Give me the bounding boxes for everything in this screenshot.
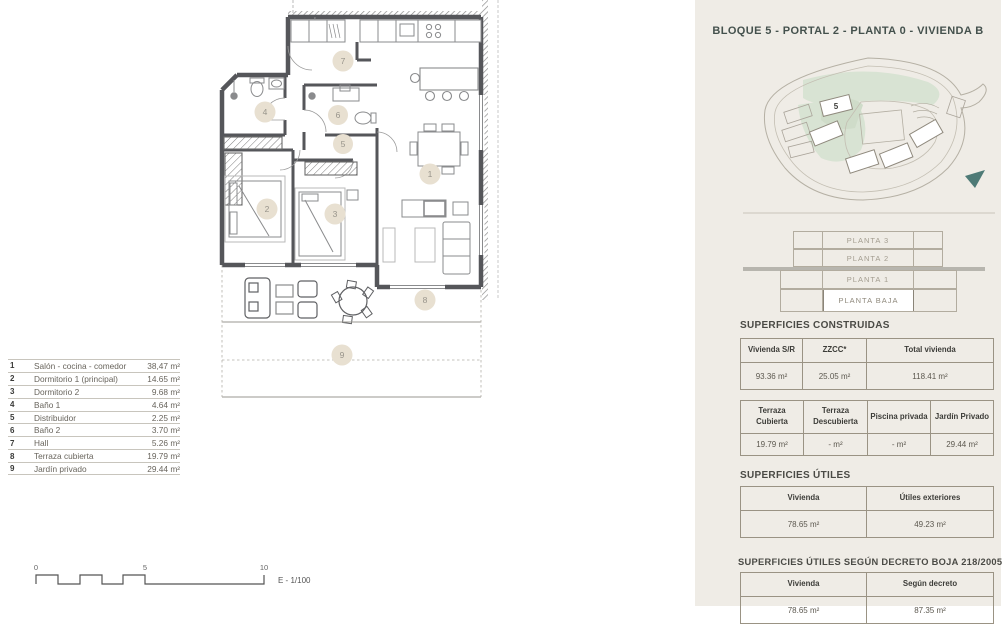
construidas-table-2 — [740, 400, 994, 456]
legend-row: 5 Distribuidor 2.25 m² — [10, 412, 180, 423]
north-arrow-icon — [965, 170, 985, 188]
col-header: Terraza Cubierta — [741, 401, 804, 434]
col-header: Según decreto — [867, 573, 994, 597]
svg-text:1: 1 — [427, 169, 433, 179]
floor-selector-planta-1[interactable] — [780, 270, 957, 289]
room-legend — [8, 359, 180, 475]
area-value: 93.36 m² — [741, 363, 803, 390]
room-badge-1 — [420, 164, 441, 185]
legend-row: 4 Baño 1 4.64 m² — [10, 399, 180, 410]
room-badge-3 — [325, 204, 346, 225]
construidas-table-1 — [740, 338, 994, 390]
area-value: 29.44 m² — [931, 434, 994, 456]
room-badge-9 — [332, 345, 353, 366]
svg-text:5: 5 — [340, 139, 346, 149]
scale-tick-0: 0 — [33, 563, 39, 572]
legend-row: 3 Dormitorio 2 9.68 m² — [10, 386, 180, 397]
col-header: Terraza Descubierta — [804, 401, 868, 434]
info-panel — [695, 0, 1002, 615]
area-value: 49.23 m² — [867, 511, 994, 538]
floor-label: PLANTA 2 — [823, 250, 914, 266]
floor-selector-planta-3[interactable] — [793, 231, 943, 249]
scale-bar-line — [36, 575, 264, 584]
decreto-table — [740, 572, 994, 624]
col-header: Vivienda S/R — [741, 339, 803, 363]
dining-set — [410, 124, 468, 174]
legend-row: 6 Baño 2 3.70 m² — [10, 425, 180, 436]
svg-text:6: 6 — [335, 110, 341, 120]
col-header: Piscina privada — [868, 401, 931, 434]
legend-row: 9 Jardín privado 29.44 m² — [10, 463, 180, 474]
svg-text:3: 3 — [332, 209, 338, 219]
scale-tick-5: 5 — [142, 563, 148, 572]
svg-text:4: 4 — [262, 107, 268, 117]
section-title-decreto: SUPERFICIES ÚTILES SEGÚN DECRETO BOJA 218/2005 — [738, 557, 1002, 567]
bathroom1-fixtures — [231, 78, 284, 99]
svg-text:8: 8 — [422, 295, 428, 305]
floor-selector-planta-2[interactable] — [793, 249, 943, 267]
room-badge-4 — [255, 102, 276, 123]
area-value: 118.41 m² — [867, 363, 994, 390]
room-badge-7 — [333, 51, 354, 72]
site-plan-map — [743, 50, 995, 222]
col-header: Vivienda — [741, 487, 867, 511]
kitchen-counter — [291, 20, 481, 42]
floor-label-selected: PLANTA BAJA — [823, 290, 914, 311]
scale-bar — [0, 555, 340, 600]
legend-row: 7 Hall 5.26 m² — [10, 438, 180, 449]
legend-row: 1 Salón - cocina - comedor 38,47 m² — [10, 360, 180, 371]
floor-selector — [695, 231, 1001, 313]
unit-title: BLOQUE 5 - PORTAL 2 - PLANTA 0 - VIVIENDA B — [712, 25, 984, 37]
area-value: 78.65 m² — [741, 597, 867, 624]
kitchen-island — [411, 68, 479, 101]
area-value: 78.65 m² — [741, 511, 867, 538]
room-badge-6 — [328, 105, 348, 125]
floor-label: PLANTA 3 — [823, 232, 914, 248]
area-value: - m² — [868, 434, 931, 456]
area-value: 87.35 m² — [867, 597, 994, 624]
svg-text:9: 9 — [339, 350, 345, 360]
col-header: Vivienda — [741, 573, 867, 597]
scale-ratio-label: E - 1/100 — [278, 576, 311, 585]
legend-row: 8 Terraza cubierta 19.79 m² — [10, 451, 180, 462]
section-title-utiles: SUPERFICIES ÚTILES — [740, 470, 851, 481]
floor-plan — [205, 0, 505, 410]
col-header: Útiles exteriores — [867, 487, 994, 511]
section-title-construidas: SUPERFICIES CONSTRUIDAS — [740, 320, 890, 331]
room-badge-2 — [257, 199, 278, 220]
legend-row: 2 Dormitorio 1 (principal) 14.65 m² — [10, 373, 180, 384]
room-badge-5 — [333, 134, 353, 154]
area-value: 19.79 m² — [741, 434, 804, 456]
col-header: Total vivienda — [867, 339, 994, 363]
utiles-table — [740, 486, 994, 538]
svg-text:7: 7 — [340, 56, 346, 66]
col-header: Jardín Privado — [931, 401, 994, 434]
site-plan-drawing — [764, 58, 986, 200]
area-value: - m² — [804, 434, 868, 456]
living-furniture — [383, 200, 470, 274]
terrace-furniture — [245, 278, 374, 324]
bed-secondary — [295, 188, 358, 260]
floor-selector-planta-baja[interactable] — [780, 289, 957, 312]
svg-text:2: 2 — [264, 204, 270, 214]
col-header: ZZCC* — [803, 339, 867, 363]
area-value: 25.05 m² — [803, 363, 867, 390]
scale-tick-10: 10 — [259, 563, 269, 572]
room-badge-8 — [415, 290, 436, 311]
site-plan-building-5-label: 5 — [833, 102, 839, 111]
floor-label: PLANTA 1 — [823, 271, 914, 288]
